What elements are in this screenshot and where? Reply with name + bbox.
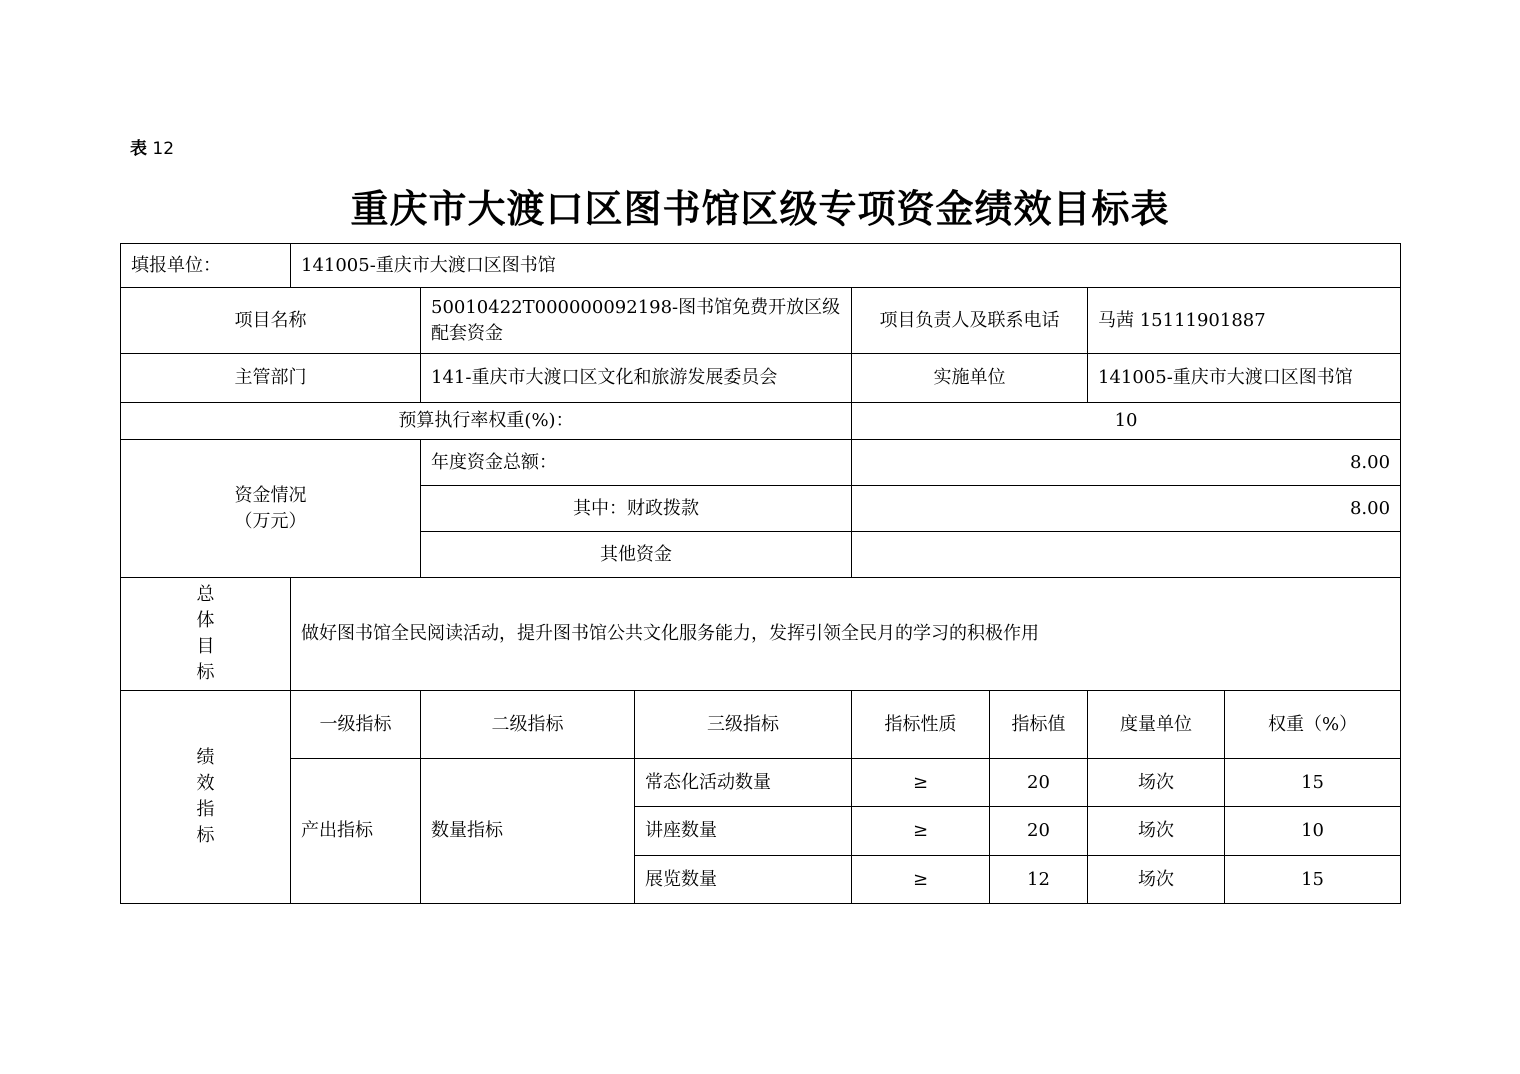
funds-other-label: 其他资金 <box>421 532 852 578</box>
document-title: 重庆市大渡口区图书馆区级专项资金绩效目标表 <box>350 187 1170 231</box>
header-value: 指标值 <box>990 691 1088 759</box>
indicator-weight: 15 <box>1225 856 1401 904</box>
fill-unit-row <box>121 244 1401 288</box>
indicators-label-char: 绩 <box>196 747 215 768</box>
fill-unit-label: 填报单位： <box>121 244 291 288</box>
header-weight: 权重（%） <box>1225 691 1401 759</box>
indicator-header-row <box>121 691 1401 759</box>
budget-rate-label: 预算执行率权重(%)： <box>121 403 852 440</box>
indicators-label-char: 标 <box>196 825 215 846</box>
indicator-nature: ≥ <box>852 856 990 904</box>
funds-other-value <box>852 532 1401 578</box>
project-name-label: 项目名称 <box>121 288 421 354</box>
fill-unit-value: 141005-重庆市大渡口区图书馆 <box>291 244 1401 288</box>
project-name-value <box>421 288 852 354</box>
table-number <box>130 134 174 159</box>
indicator-nature: ≥ <box>852 759 990 807</box>
level1-indicator: 产出指标 <box>291 759 421 904</box>
funds-label-line1: 资金情况 <box>234 484 307 506</box>
funds-total-row <box>121 440 1401 486</box>
contact-value: 马茜 15111901887 <box>1088 288 1401 354</box>
dept-row <box>121 354 1401 403</box>
project-name-row <box>121 288 1401 354</box>
header-unit: 度量单位 <box>1088 691 1225 759</box>
header-level2: 二级指标 <box>421 691 635 759</box>
header-level3: 三级指标 <box>635 691 852 759</box>
goal-label-char: 体 <box>196 610 215 631</box>
funds-fiscal-value: 8.00 <box>852 486 1401 532</box>
indicator-name: 展览数量 <box>635 856 852 904</box>
indicator-value: 20 <box>990 759 1088 807</box>
indicator-name: 常态化活动数量 <box>635 759 852 807</box>
dept-label: 主管部门 <box>121 354 421 403</box>
funds-fiscal-label: 其中：财政拨款 <box>421 486 852 532</box>
goal-row <box>121 578 1401 691</box>
impl-value: 141005-重庆市大渡口区图书馆 <box>1088 354 1401 403</box>
indicator-name: 讲座数量 <box>635 807 852 856</box>
project-name-line2: 配套资金 <box>431 322 503 344</box>
funds-total-value: 8.00 <box>852 440 1401 486</box>
budget-rate-row <box>121 403 1401 440</box>
indicator-nature: ≥ <box>852 807 990 856</box>
budget-rate-value: 10 <box>852 403 1401 440</box>
contact-label: 项目负责人及联系电话 <box>852 288 1088 354</box>
indicator-weight: 15 <box>1225 759 1401 807</box>
table-number-value: 12 <box>152 139 175 159</box>
funds-total-label: 年度资金总额： <box>421 440 852 486</box>
level2-indicator: 数量指标 <box>421 759 635 904</box>
table-number-label: 表 <box>130 139 147 159</box>
impl-label: 实施单位 <box>852 354 1088 403</box>
performance-target-table <box>120 243 1401 904</box>
funds-label-line2: （万元） <box>234 510 307 532</box>
goal-text: 做好图书馆全民阅读活动，提升图书馆公共文化服务能力，发挥引领全民月的学习的积极作用 <box>291 578 1401 691</box>
indicators-label-char: 指 <box>196 799 215 820</box>
indicator-value: 20 <box>990 807 1088 856</box>
indicator-weight: 10 <box>1225 807 1401 856</box>
goal-label <box>121 578 291 691</box>
indicator-value: 12 <box>990 856 1088 904</box>
funds-label <box>121 440 421 578</box>
goal-label-char: 标 <box>196 662 215 683</box>
goal-label-char: 目 <box>196 636 215 657</box>
indicators-label <box>121 691 291 904</box>
indicator-unit: 场次 <box>1088 856 1225 904</box>
header-nature: 指标性质 <box>852 691 990 759</box>
indicator-unit: 场次 <box>1088 807 1225 856</box>
project-name-line1: 50010422T000000092198-图书馆免费开放区级 <box>431 296 841 318</box>
header-level1: 一级指标 <box>291 691 421 759</box>
table-row <box>121 759 1401 807</box>
dept-value: 141-重庆市大渡口区文化和旅游发展委员会 <box>421 354 852 403</box>
goal-label-char: 总 <box>196 584 215 605</box>
indicator-unit: 场次 <box>1088 759 1225 807</box>
indicators-label-char: 效 <box>196 773 215 794</box>
